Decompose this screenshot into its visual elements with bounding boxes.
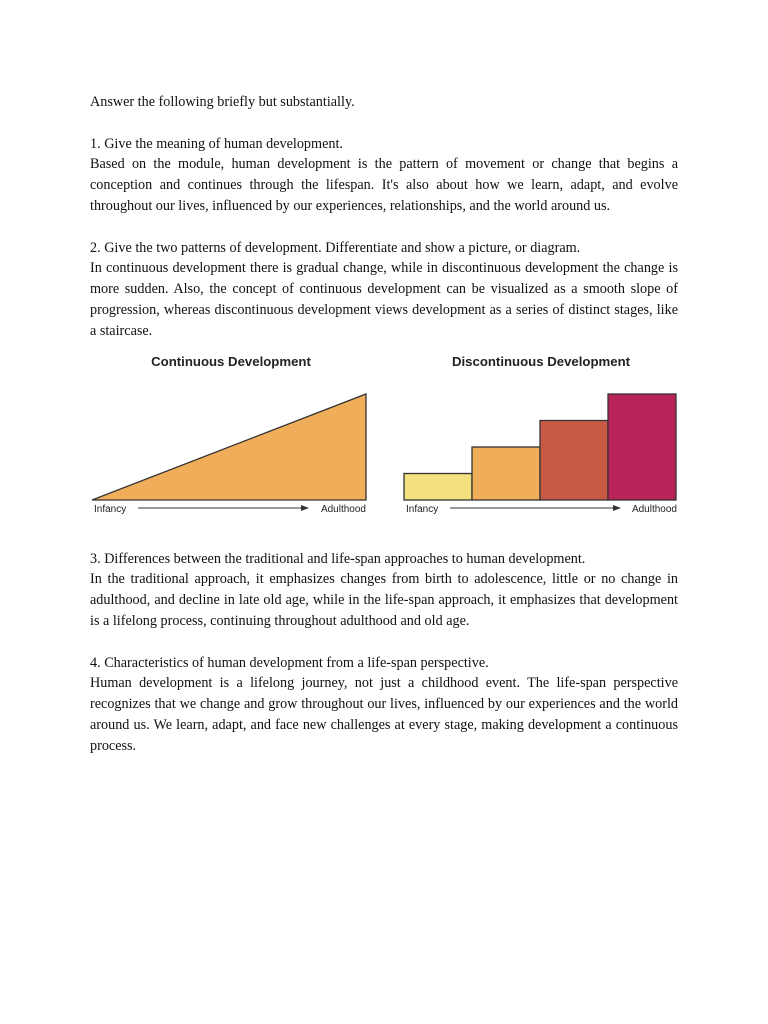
development-diagram-svg xyxy=(88,354,680,529)
answer-2: In continuous development there is gradual change, while in discontinuous development the change is more sudden. Also, the concept of continuous development can be visualized as a smooth slope of progression, whereas discontinuous development views development as a series of distinct stages, like a staircase. xyxy=(90,260,678,339)
question-1: 1. Give the meaning of human development. xyxy=(90,135,343,152)
answer-1: Based on the module, human development is the pattern of movement or change that begins a conception and continues through the lifespan. It's also about how we learn, adapt, and evolve throughout our lives, influenced by our experiences, relationships, and the world around us. xyxy=(90,156,678,214)
discontinuous-start-label: Infancy xyxy=(406,503,439,515)
question-4: 4. Characteristics of human development from a life-span perspective. xyxy=(90,654,489,671)
discontinuous-steps xyxy=(404,394,676,500)
discontinuous-step-1 xyxy=(404,473,472,500)
continuous-title: Continuous Development xyxy=(151,353,311,369)
discontinuous-title: Discontinuous Development xyxy=(451,353,631,369)
discontinuous-step-4 xyxy=(608,394,676,500)
answer-4: Human development is a lifelong journey, not just a childhood event. The life-span perspective recognizes that we change and grow throughout our lives, influenced by our experiences and the world around us. We learn, adapt, and face new challenges at every stage, making development a continuous process. xyxy=(90,675,678,754)
discontinuous-end-label: Adulthood xyxy=(631,503,677,515)
document-body xyxy=(90,92,678,757)
question-3: 3. Differences between the traditional and life-span approaches to human development. xyxy=(90,550,586,567)
development-diagrams xyxy=(90,354,678,529)
continuous-end-label: Adulthood xyxy=(320,503,366,515)
continuous-start-label: Infancy xyxy=(94,503,127,515)
discontinuous-step-3 xyxy=(540,420,608,500)
intro-text: Answer the following briefly but substantially. xyxy=(90,94,355,110)
answer-3: In the traditional approach, it emphasizes changes from birth to adolescence, little or no change in adulthood, and decline in late old age, while in the life-span approach, it emphasizes that development is a lifelong process, continuing throughout adulthood and old age. xyxy=(90,571,678,629)
continuous-slope xyxy=(92,394,366,500)
question-2: 2. Give the two patterns of development. Differentiate and show a picture, or diagram. xyxy=(90,239,581,256)
discontinuous-step-2 xyxy=(472,447,540,500)
